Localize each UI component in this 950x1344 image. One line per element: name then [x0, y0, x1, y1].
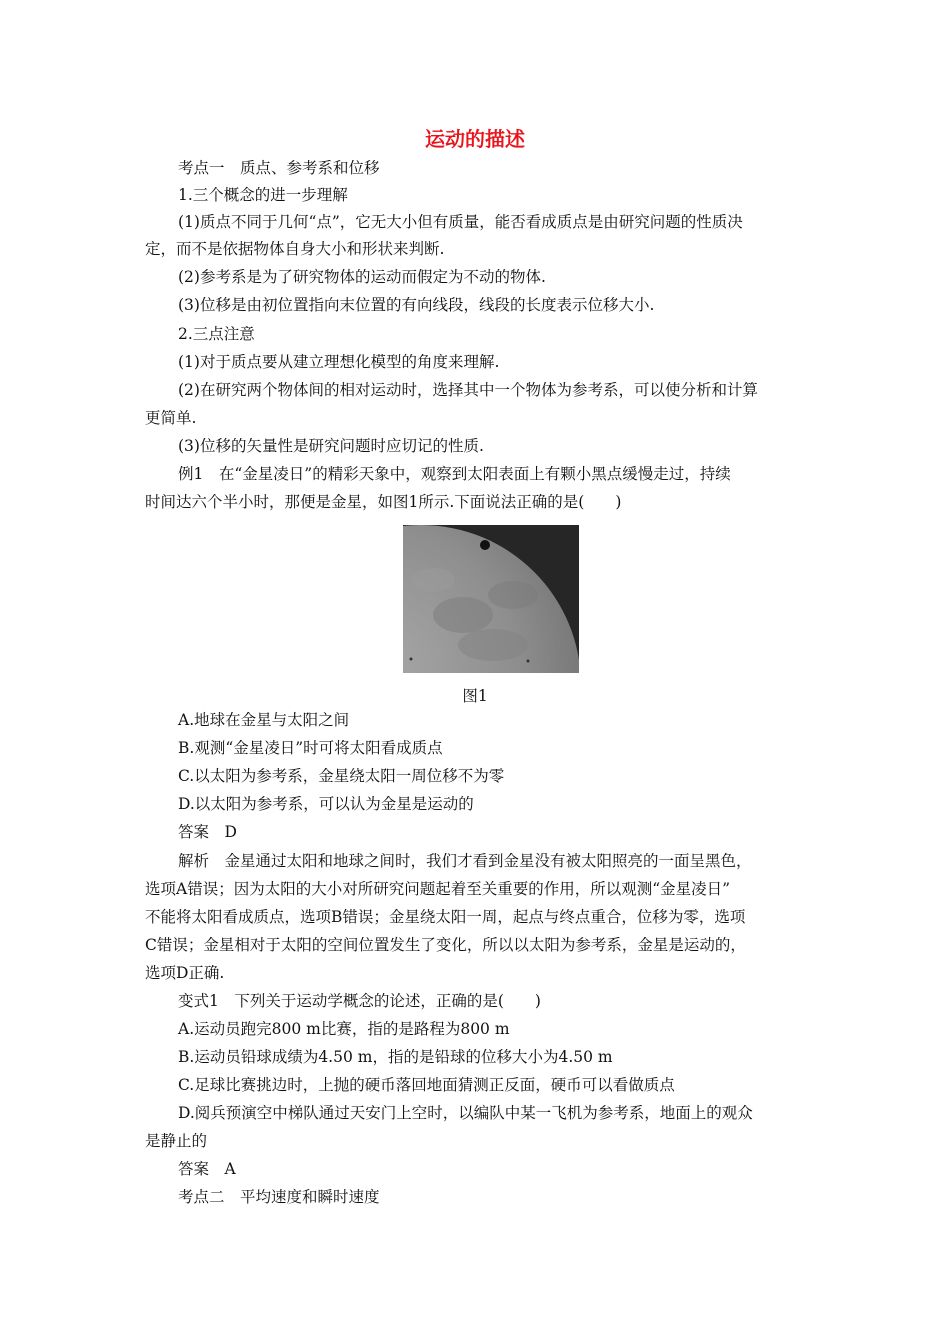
analysis-line: 选项A错误；因为太阳的大小对所研究问题起着至关重要的作用，所以观测“金星凌日” [145, 880, 731, 898]
paragraph-line: (1)质点不同于几何“点”，它无大小但有质量，能否看成质点是由研究问题的性质决 [178, 213, 743, 231]
figure-venus-transit [403, 525, 579, 673]
question-line: 变式1 下列关于运动学概念的论述，正确的是( ) [178, 992, 541, 1010]
paragraph-line: 更简单. [145, 409, 197, 427]
option-d: D.阅兵预演空中梯队通过天安门上空时，以编队中某一飞机为参考系，地面上的观众 [178, 1104, 753, 1122]
paragraph-line: (3)位移的矢量性是研究问题时应切记的性质. [178, 437, 484, 455]
figure-caption: 图1 [462, 687, 488, 705]
paragraph-line: (1)对于质点要从建立理想化模型的角度来理解. [178, 353, 500, 371]
paragraph-line: (3)位移是由初位置指向末位置的有向线段，线段的长度表示位移大小. [178, 296, 655, 314]
subheading: 1.三个概念的进一步理解 [178, 186, 348, 204]
section-heading: 考点二 平均速度和瞬时速度 [178, 1188, 380, 1206]
answer: 答案 A [178, 1160, 236, 1178]
section-heading: 考点一 质点、参考系和位移 [178, 159, 380, 177]
option-c: C.以太阳为参考系，金星绕太阳一周位移不为零 [178, 767, 505, 785]
paragraph-line: (2)参考系是为了研究物体的运动而假定为不动的物体. [178, 268, 546, 286]
option-b: B.观测“金星凌日”时可将太阳看成质点 [178, 739, 443, 757]
answer: 答案 D [178, 823, 237, 841]
option-a: A.地球在金星与太阳之间 [178, 711, 350, 729]
option-d: D.以太阳为参考系，可以认为金星是运动的 [178, 795, 474, 813]
document-title: 运动的描述 [425, 127, 525, 151]
question-line: 时间达六个半小时，那便是金星，如图1所示.下面说法正确的是( ) [145, 493, 622, 511]
option-a: A.运动员跑完800 m比赛，指的是路程为800 m [178, 1020, 510, 1038]
analysis-line: 不能将太阳看成质点，选项B错误；金星绕太阳一周，起点与终点重合，位移为零，选项 [145, 908, 746, 926]
paragraph-line: (2)在研究两个物体间的相对运动时，选择其中一个物体为参考系，可以使分析和计算 [178, 381, 758, 399]
question-line: 例1 在“金星凌日”的精彩天象中，观察到太阳表面上有颗小黑点缓慢走过，持续 [178, 465, 731, 483]
analysis-line: C错误；金星相对于太阳的空间位置发生了变化，所以以太阳为参考系，金星是运动的， [145, 936, 746, 954]
subheading: 2.三点注意 [178, 325, 255, 343]
analysis-line: 解析 金星通过太阳和地球之间时，我们才看到金星没有被太阳照亮的一面呈黑色， [178, 852, 752, 870]
analysis-line: 选项D正确. [145, 964, 225, 982]
option-b: B.运动员铅球成绩为4.50 m，指的是铅球的位移大小为4.50 m [178, 1048, 613, 1066]
paragraph-line: 定，而不是依据物体自身大小和形状来判断. [145, 240, 445, 258]
option-c: C.足球比赛挑边时，上抛的硬币落回地面猜测正反面，硬币可以看做质点 [178, 1076, 675, 1094]
option-d: 是静止的 [145, 1132, 208, 1150]
